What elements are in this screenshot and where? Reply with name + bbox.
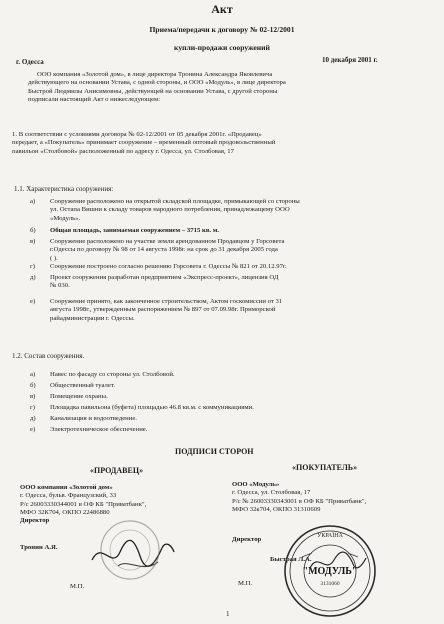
list-item-line: Сооружение расположено на открытой складской площадке, примыкающей со стороны	[50, 198, 300, 205]
buyer-position: Директор	[232, 536, 262, 543]
list-item	[30, 263, 430, 274]
page-number: 1	[226, 610, 230, 618]
list-marker: в)	[30, 238, 36, 245]
list-item-line: Проект сооружения разработан предприятием «Экспресс-проект», лицензия ОД	[50, 274, 279, 281]
buyer-address: г. Одесса, ул. Столбовая, 17	[232, 489, 311, 497]
clause-1	[12, 131, 275, 156]
seller-account: Р/с 26003330344001 в ОФ КБ "Приватбанк",	[20, 500, 147, 508]
list-item-line: Сооружение построено согласно решению Горсовета г. Одессы № 821 от 20.12.97г.	[50, 263, 287, 270]
buyer-company: ООО «Модуль»	[232, 481, 280, 488]
list-marker: е)	[30, 298, 36, 305]
seller-stamp-icon	[98, 518, 162, 582]
list-item-line: «Модуль».	[50, 214, 81, 222]
list-item	[30, 274, 430, 298]
list-item-text: Площадка павильона (буфета) площадью 46.8 кв.м. с коммуникациями.	[50, 404, 254, 411]
document-date: 10 декабря 2001 г.	[322, 56, 378, 64]
list-marker: в)	[30, 393, 36, 400]
list-marker: д)	[30, 415, 36, 422]
seller-label: «ПРОДАВЕЦ»	[90, 466, 144, 475]
buyer-mfo: МФО 32к704, ОКПО 31310609	[232, 506, 321, 514]
list-marker: б)	[30, 227, 36, 234]
list-marker: д)	[30, 274, 36, 281]
list-marker: а)	[30, 371, 36, 378]
seller-address: г. Одесса, бульв. Французский, 33	[20, 492, 117, 500]
seller-mfo: МФО 32К704, ОКПО 22486880	[20, 509, 110, 517]
list-marker: а)	[30, 198, 36, 205]
stamp-code-text: 3131060	[320, 581, 340, 587]
list-item-text: Канализация и водоотведение.	[50, 415, 137, 422]
buyer-mp: М.П.	[238, 580, 253, 587]
list-item	[30, 227, 430, 238]
document-subtitle-contract: Приема/передачи к договору № 02-12/2001	[149, 25, 295, 34]
stamp-top-text: УКРАЇНА	[317, 533, 343, 539]
list-item	[30, 198, 430, 227]
clause-line: павильон «Столбовой» расположенный по адресу г. Одесса, ул. Столбовая, 17	[12, 147, 234, 155]
seller-position: Директор	[20, 517, 50, 524]
buyer-account: Р/с № 26003330343001 в ОФ КБ "Приватбанк",	[232, 497, 367, 505]
list-item-line: г.Одессы по договору № 98 от 14 августа 1998г. на срок до 31 декабря 2005 года	[50, 246, 278, 254]
seller-mp: М.П.	[70, 583, 85, 590]
intro-line: Быстрой Людмилы Анисимовны, действующей на основании Устава, с другой стороны	[28, 87, 278, 95]
list-item	[30, 238, 430, 260]
list-item-text: Электротехническое обеспечение.	[50, 426, 148, 433]
seller-company: ООО компания «Золотой дом»	[20, 484, 113, 491]
stamp-center-text: "МОДУЛЬ"	[302, 566, 358, 577]
intro-paragraph	[28, 71, 286, 105]
section-1-2-heading: 1.2. Состав сооружения.	[12, 352, 85, 360]
list-marker: г)	[30, 404, 35, 411]
buyer-signature-icon	[308, 548, 368, 576]
list-marker: е)	[30, 426, 36, 433]
list-item-text: Навес по фасаду со стороны ул. Столбовой.	[50, 371, 175, 378]
list-item-line: ( ).	[50, 254, 58, 262]
document-title: Акт	[211, 2, 233, 16]
list-item-line: августа 1998г., утвержденным распоряжением № 897 от 07.09.98г. Приморской	[50, 306, 276, 314]
section-1-1-heading: 1.1. Характеристика сооружения:	[14, 185, 114, 193]
document-subtitle-purpose: купли-продажи сооружений	[174, 43, 270, 52]
list-item-text: Помещение охраны.	[50, 393, 108, 400]
clause-line: передает, а «Покупатель» принимает сооружение – временный оптовый продовольственный	[12, 139, 276, 147]
document-city: г. Одесса	[16, 58, 44, 66]
seller-name: Тронин А.Я.	[20, 544, 58, 551]
list-item-text: Общественный туалет.	[50, 382, 115, 389]
seller-details	[20, 484, 146, 518]
intro-line: ООО компания «Золотой дом», в лице директора Тронина Александра Яковлевича	[37, 71, 273, 78]
list-item-line: Сооружение расположено на участке земли арендованном Продавцом у Горсовета	[50, 238, 285, 245]
list-item-line: ул. Остапа Вишни к складу товаров народного потребления, принадлежащему ООО	[50, 206, 290, 214]
list-item	[30, 298, 430, 326]
intro-line: действующего на основании Устава, с одной стороны, и ООО «Модуль», в лице директора	[28, 79, 286, 87]
signatures-heading: ПОДПИСИ СТОРОН	[175, 447, 254, 456]
buyer-details	[232, 481, 366, 515]
section-1-1-list	[30, 198, 430, 326]
buyer-label: «ПОКУПАТЕЛЬ»	[292, 463, 358, 472]
list-marker: б)	[30, 382, 36, 389]
list-item-line: № 030.	[50, 282, 70, 290]
list-item-line: Сооружение принято, как законченное строительством, Актом госкомиссии от 31	[50, 298, 283, 305]
list-item-line: райадминистрации г. Одессы.	[50, 314, 135, 322]
list-item-line: Общая площадь, занимаемая сооружением – 3715 кв. м.	[50, 227, 219, 234]
intro-line: подписали настоящий Акт о нижеследующем:	[28, 96, 161, 104]
buyer-name: Быстрая Л.А.	[270, 556, 312, 563]
clause-line: 1. В соответствии с условиями договора № 02-12/2001 от 05 декабря 2001г. «Продавец»	[12, 131, 262, 138]
list-marker: г)	[30, 263, 35, 270]
